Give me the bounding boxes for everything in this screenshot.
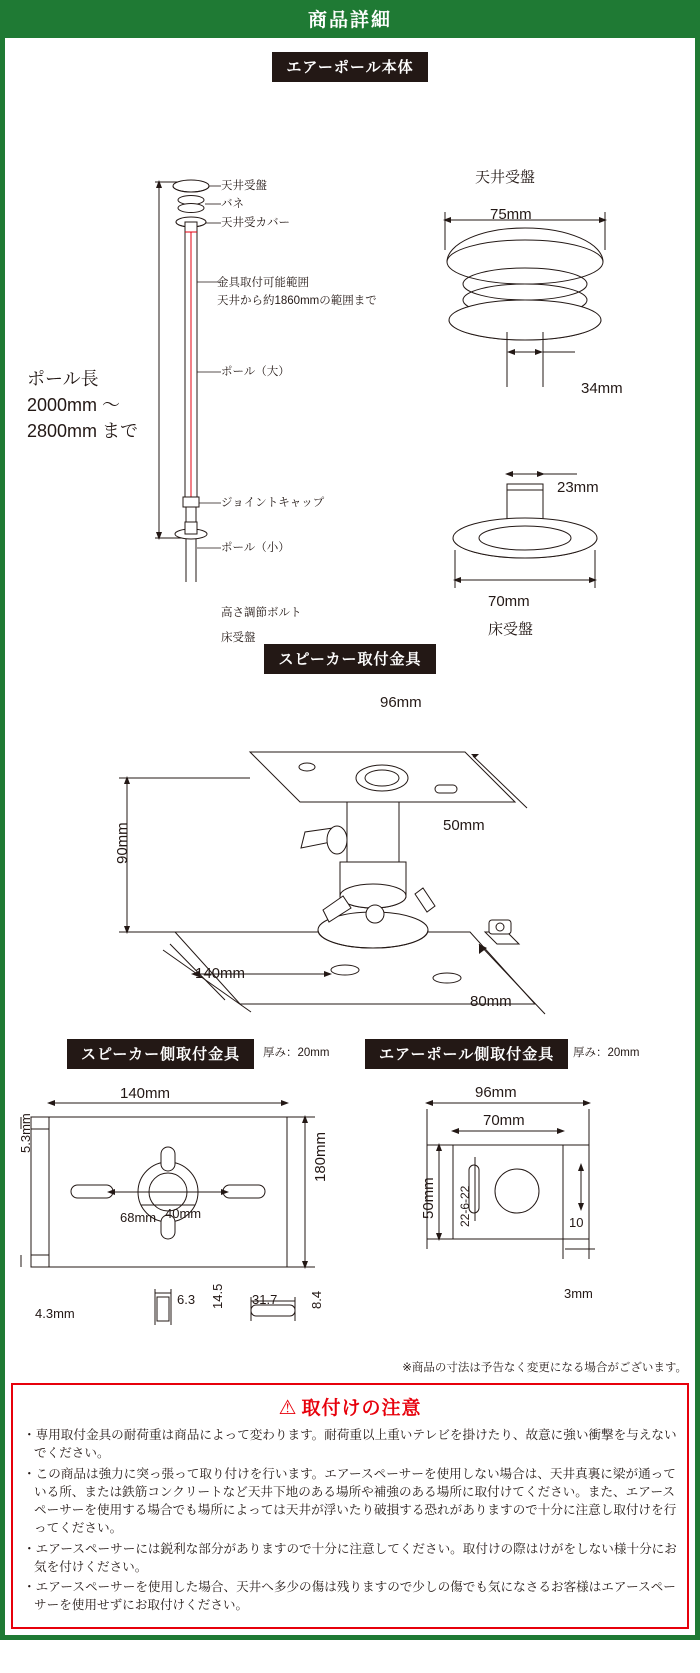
speaker-side-slot2-width: 31.7 bbox=[252, 1292, 278, 1307]
speaker-side-hole-dim-2: 40mm bbox=[165, 1206, 202, 1221]
bracket-top-depth-dim: 50mm bbox=[443, 817, 485, 834]
section-title-bracket-wrap bbox=[5, 644, 695, 674]
speaker-side-slot-width: 6.3 bbox=[177, 1292, 196, 1307]
label-pole-small: ポール（小） bbox=[221, 542, 290, 554]
ceiling-plate-width-dim: 75mm bbox=[490, 206, 532, 223]
pole-length-line2: 2000mm ～ bbox=[27, 395, 121, 415]
pole-side-inner-width-dim: 70mm bbox=[483, 1112, 525, 1129]
page-title: 商品詳細 bbox=[0, 0, 700, 38]
speaker-side-slot2-height: 8.4 bbox=[309, 1290, 324, 1309]
speaker-side-left-bottom-dim: 4.3mm bbox=[35, 1306, 75, 1321]
label-ceiling-plate: 天井受盤 bbox=[221, 180, 267, 192]
pole-side-width-dim: 96mm bbox=[475, 1084, 517, 1101]
floor-plate-top-dim: 23mm bbox=[557, 479, 599, 496]
pole-side-slot-dim: 22-6-22 bbox=[458, 1185, 472, 1227]
pole-length-line1: ポール長 bbox=[27, 369, 99, 389]
caution-title bbox=[23, 1393, 677, 1420]
side-plates-titles bbox=[5, 1039, 695, 1069]
speaker-side-left-top-dim: 5.3mm bbox=[18, 1113, 33, 1153]
footnote: ※商品の寸法は予告なく変更になる場合がございます。 bbox=[402, 1362, 687, 1374]
floor-plate-width-dim: 70mm bbox=[488, 593, 530, 610]
section-title-pole-side: エアーポール側取付金具 bbox=[365, 1039, 568, 1069]
speaker-side-hole-dim-1: 68mm bbox=[120, 1210, 157, 1225]
bracket-diagram bbox=[5, 674, 695, 1029]
caution-item: ・ 専用取付金具の耐荷重は商品によって変わります。耐荷重以上重いテレビを掛けたり、故意に強い衝撃を与えないでください。 bbox=[23, 1426, 677, 1463]
caution-box bbox=[11, 1383, 689, 1629]
caution-item: ・ エアースペーサーを使用した場合、天井へ多少の傷は残りますので少しの傷でも気になさるお客様はエアースペーサーを使用せずにお取付けください。 bbox=[23, 1578, 677, 1615]
label-mount-range-2: 天井から約1860mmの範囲まで bbox=[217, 295, 377, 307]
bracket-base-width-dim: 140mm bbox=[195, 965, 246, 982]
section-title-pole-wrap bbox=[5, 52, 695, 82]
floor-plate-drawing bbox=[425, 452, 655, 632]
pole-side-bottom-dim: 3mm bbox=[564, 1286, 593, 1301]
label-ceiling-cover: 天井受カバー bbox=[221, 217, 290, 229]
label-mount-range-1: 金具取付可能範囲 bbox=[217, 277, 309, 289]
label-spring: バネ bbox=[221, 198, 244, 210]
label-pole-large: ポール（大） bbox=[221, 366, 290, 378]
floor-plate-title: 床受盤 bbox=[488, 621, 534, 638]
pole-diagram bbox=[5, 82, 695, 644]
caution-list bbox=[23, 1426, 677, 1615]
label-joint-cap: ジョイントキャップ bbox=[221, 497, 325, 509]
label-floor-plate: 床受盤 bbox=[221, 632, 256, 644]
section-title-pole: エアーポール本体 bbox=[272, 52, 427, 82]
bracket-height-dim: 90mm bbox=[114, 822, 131, 864]
speaker-side-slot-height: 14.5 bbox=[210, 1283, 225, 1309]
label-height-bolt: 高さ調節ボルト bbox=[221, 607, 302, 619]
speaker-side-width-dim: 140mm bbox=[120, 1085, 171, 1102]
pole-side-right-small-dim: 10 bbox=[569, 1215, 584, 1230]
section-title-speaker-side: スピーカー側取付金具 bbox=[67, 1039, 254, 1069]
ceiling-plate-inner-dim: 34mm bbox=[581, 380, 623, 397]
bracket-base-depth-dim: 80mm bbox=[470, 993, 512, 1010]
pole-side-thickness: 厚み：20mm bbox=[573, 1047, 640, 1059]
bracket-top-width-dim: 96mm bbox=[380, 694, 422, 711]
speaker-side-thickness: 厚み：20mm bbox=[263, 1047, 330, 1059]
caution-title-text: 取付けの注意 bbox=[301, 1398, 422, 1419]
section-title-bracket: スピーカー取付金具 bbox=[264, 644, 435, 674]
caution-item: ・ エアースペーサーには鋭利な部分がありますので十分に注意してください。取付けの際はけがをしない様十分にお気を付けください。 bbox=[23, 1540, 677, 1577]
bracket-drawing bbox=[75, 682, 635, 1032]
warning-triangle-icon: ⚠ bbox=[278, 1397, 298, 1419]
side-plates-diagram bbox=[5, 1069, 695, 1359]
pole-length-line3: 2800mm まで bbox=[27, 421, 139, 441]
caution-item: ・ この商品は強力に突っ張って取り付けを行います。エアースペーサーを使用しない場合は、天井真裏に梁が通っている所、または鉄筋コンクリートなど天井下地のある場所や補強のある場所に取付けてください。また、エアースペーサーを使用する場合でも場所によっては天井が浮いたり破損する恐れがありますので十分に注意し取付けを行ってください。 bbox=[23, 1465, 677, 1538]
pole-side-height-dim: 50mm bbox=[420, 1177, 437, 1219]
ceiling-plate-title: 天井受盤 bbox=[475, 169, 536, 186]
speaker-side-height-dim: 180mm bbox=[312, 1131, 329, 1182]
pole-side-drawing bbox=[405, 1069, 695, 1329]
